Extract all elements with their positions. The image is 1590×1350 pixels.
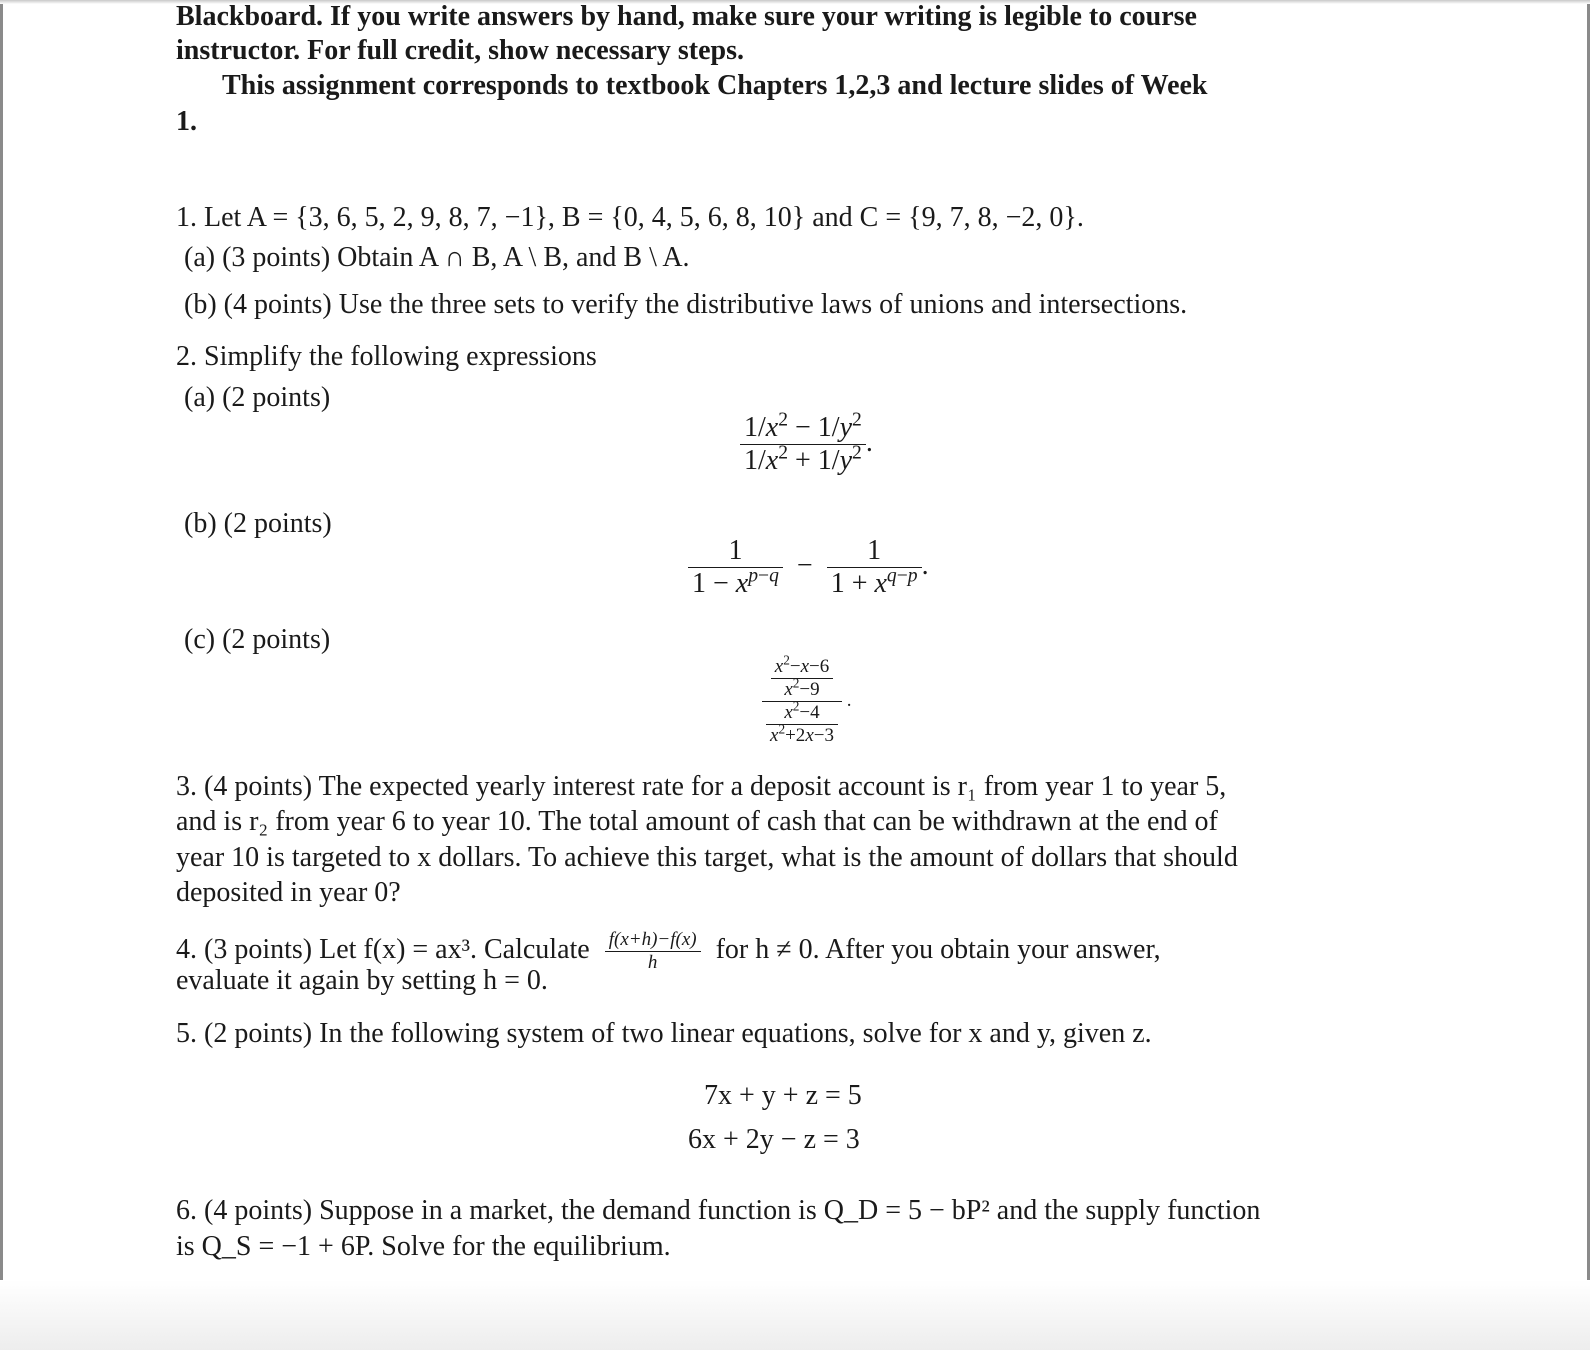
q2-part-a-label: (a) (2 points) — [184, 382, 331, 413]
q2-part-b-label: (b) (2 points) — [184, 508, 332, 539]
q2-intro: 2. Simplify the following expressions — [176, 341, 597, 372]
q4-frac-num: f(x+h)−f(x) — [608, 929, 697, 950]
q3-line-2: and is r₂ from year 6 to year 10. The total amount of cash that can be withdrawn at the end of — [176, 806, 1218, 837]
header-line-3: This assignment corresponds to textbook Chapters 1,2,3 and lecture slides of Week — [222, 70, 1208, 101]
q2c-expression: $\frac{\frac{x^2-x-6}{x^2-9}}{\frac{x^2-4}{x^2+2x-3}}$ . — [762, 656, 851, 747]
header-line-2: instructor. For full credit, show necessary steps. — [176, 35, 744, 66]
q4-post: for h ≠ 0. After you obtain your answer, — [715, 933, 1161, 965]
q1-part-a: (a) (3 points) Obtain A ∩ B, A \ B, and B \ A. — [184, 242, 690, 273]
q4-difference-quotient — [605, 929, 701, 974]
page-bottom-shade — [0, 1280, 1590, 1350]
q5-equation-2: 6x + 2y − z = 3 — [688, 1124, 860, 1155]
q3-line-4: deposited in year 0? — [176, 877, 401, 908]
q3-line-1: 3. (4 points) The expected yearly interest rate for a deposit account is r₁ from year 1 to year 5, — [176, 771, 1227, 802]
q3-line-3: year 10 is targeted to x dollars. To achieve this target, what is the amount of dollars that should — [176, 842, 1238, 873]
q5-intro: 5. (2 points) In the following system of two linear equations, solve for x and y, given z. — [176, 1018, 1152, 1049]
q2b-expression: $\frac{1}{1 - x^{p-q}}$ − $\frac{1}{1 + x^{q-p}}$ . — [688, 535, 929, 600]
q6-line-2: is Q_S = −1 + 6P. Solve for the equilibrium. — [176, 1231, 671, 1262]
q4-frac-den: h — [605, 951, 701, 974]
q1-part-b: (b) (4 points) Use the three sets to verify the distributive laws of unions and intersections. — [184, 289, 1188, 320]
q2a-expression: $\frac{1/x^2 - 1/y^2}{1/x^2 + 1/y^2}$ . — [740, 412, 873, 477]
q5-equation-1: 7x + y + z = 5 — [704, 1080, 862, 1111]
header-line-4: 1. — [176, 106, 197, 137]
q4-pre: 4. (3 points) Let f(x) = ax³. Calculate — [176, 933, 590, 965]
header-line-1: Blackboard. If you write answers by hand, make sure your writing is legible to course — [176, 1, 1197, 32]
q2-part-c-label: (c) (2 points) — [184, 624, 331, 655]
page-left-edge — [0, 0, 3, 1350]
q4-line-2: evaluate it again by setting h = 0. — [176, 965, 548, 996]
q6-line-1: 6. (4 points) Suppose in a market, the demand function is Q_D = 5 − bP² and the supply function — [176, 1195, 1261, 1226]
q1-intro: 1. Let A = {3, 6, 5, 2, 9, 8, 7, −1}, B = {0, 4, 5, 6, 8, 10} and C = {9, 7, 8, −2, 0}. — [176, 202, 1084, 233]
